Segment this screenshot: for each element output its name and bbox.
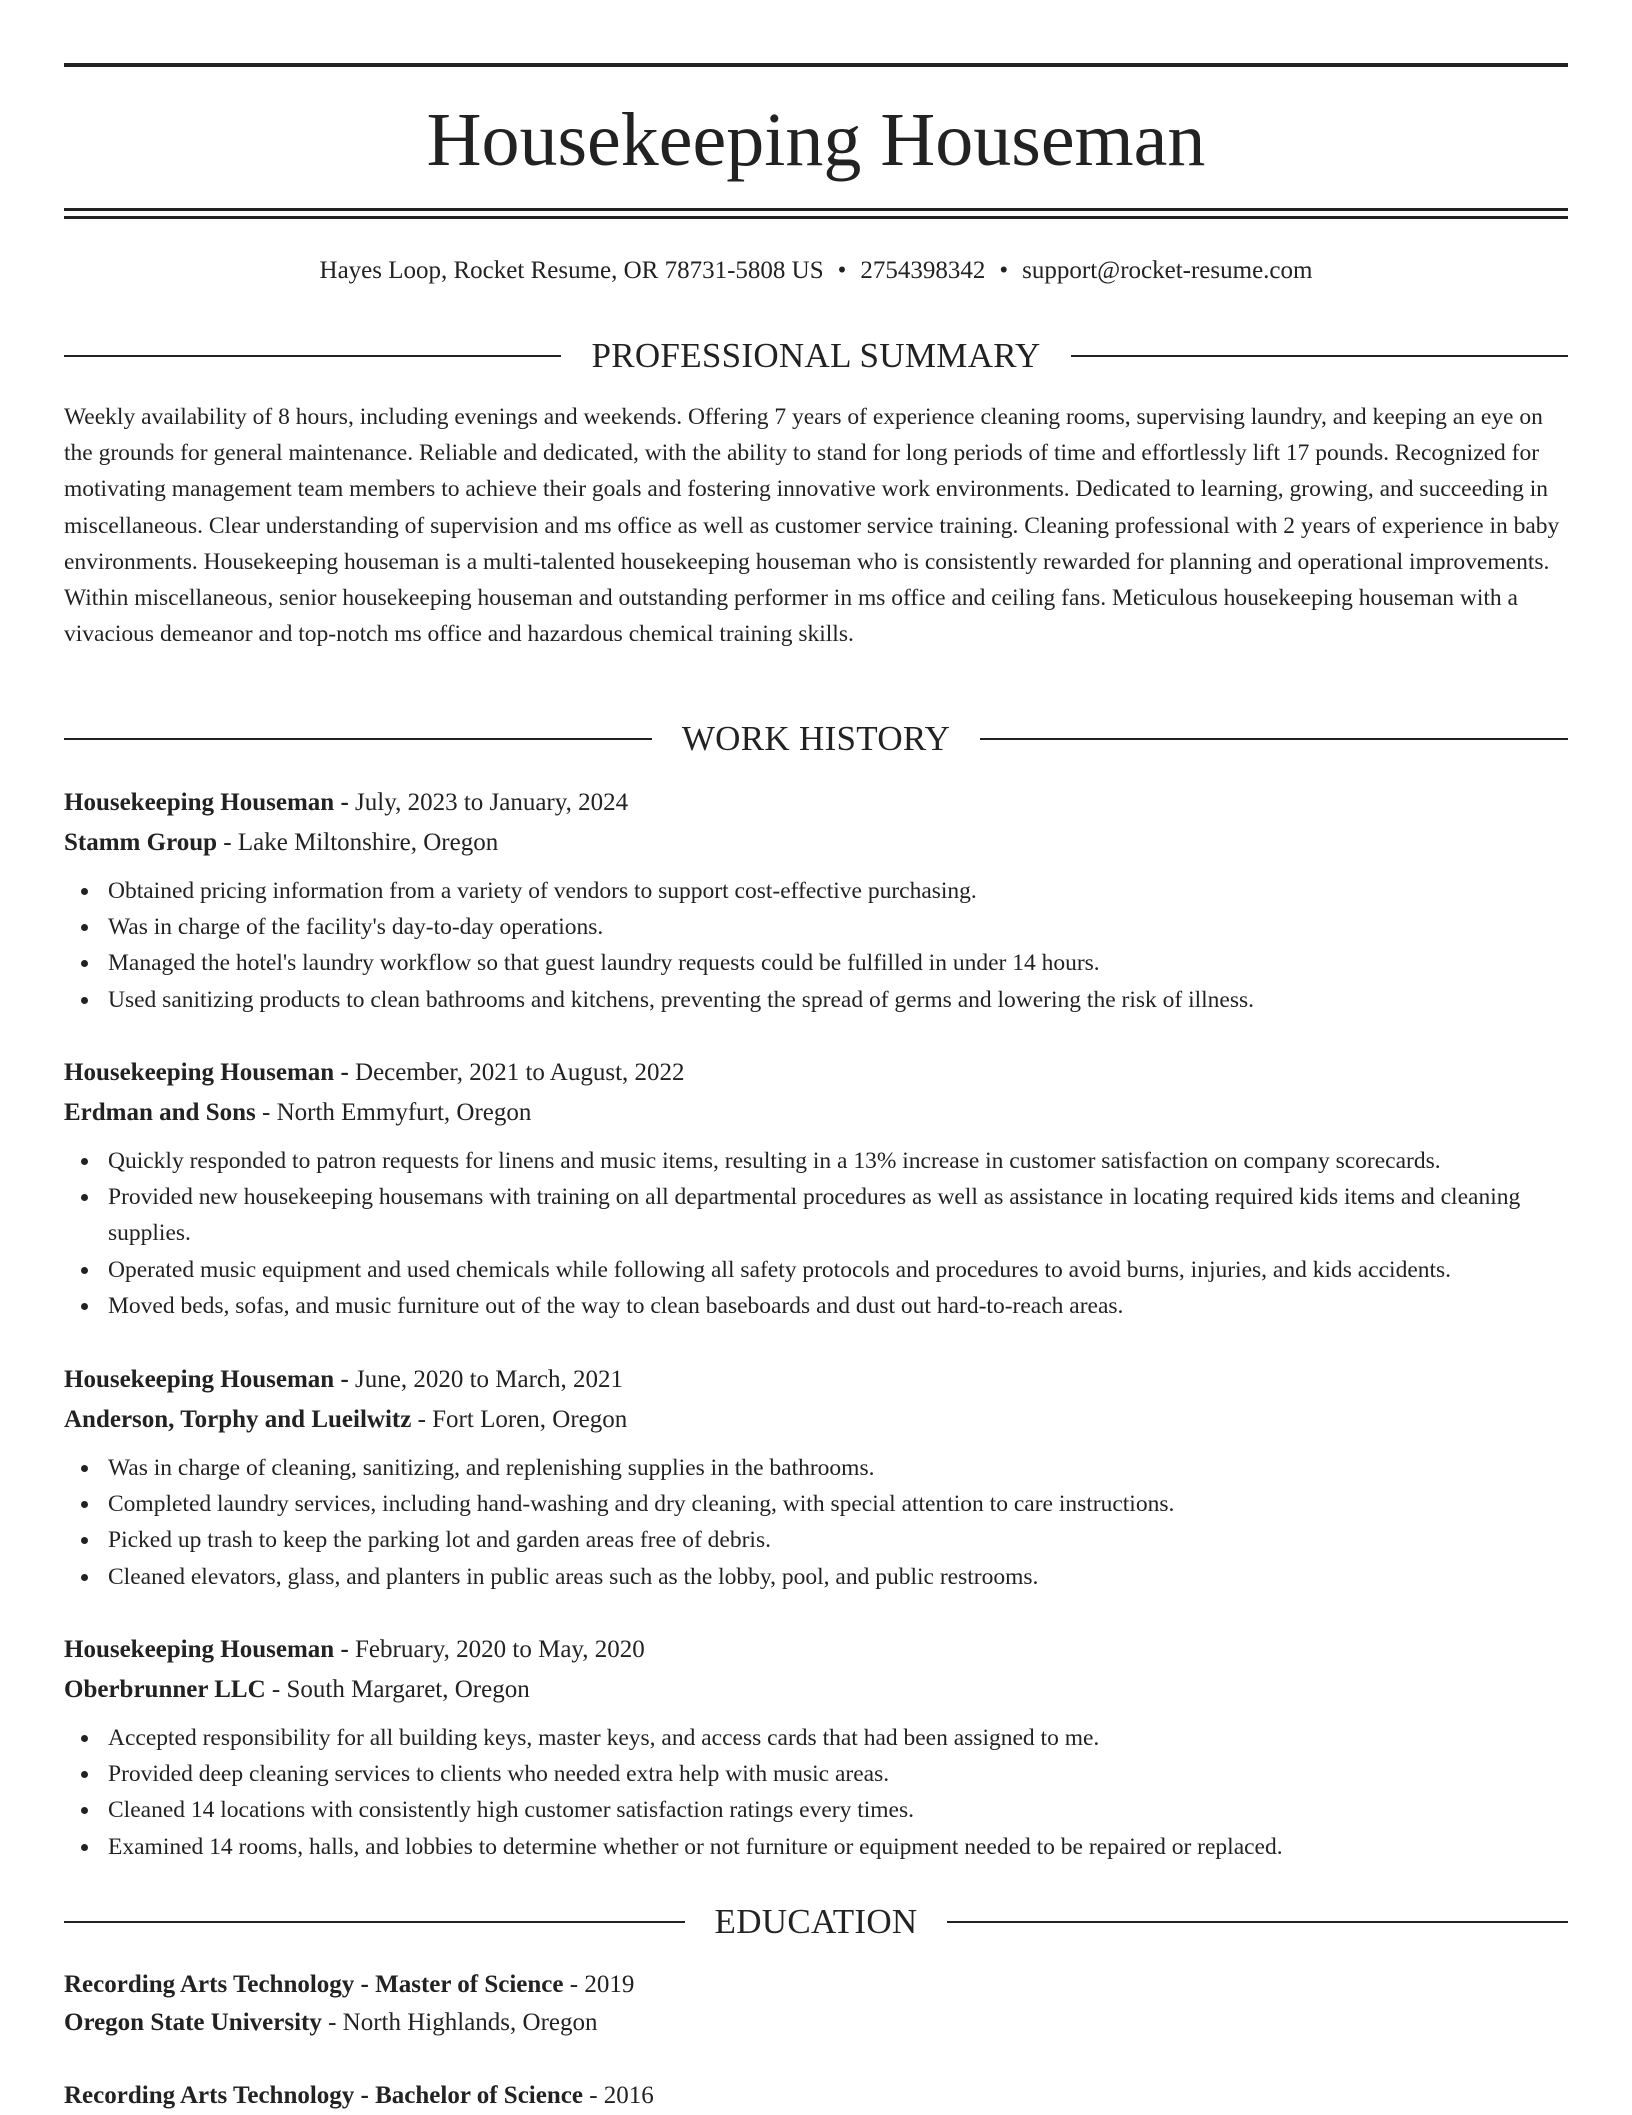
job-location: South Margaret, Oregon xyxy=(286,1676,530,1703)
heading-rule-left xyxy=(64,1921,685,1923)
job-title-line: Housekeeping Houseman - July, 2023 to January, 2024 xyxy=(64,789,629,816)
job-entry xyxy=(64,1360,1568,1595)
top-rule xyxy=(64,63,1568,67)
job-company: Anderson, Torphy and Lueilwitz xyxy=(64,1406,412,1433)
education-degree-line: Recording Arts Technology - Bachelor of Science - 2016 xyxy=(64,2082,654,2109)
job-location: Lake Miltonshire, Oregon xyxy=(237,829,499,856)
education-field: Recording Arts Technology xyxy=(64,2082,355,2109)
job-bullet: Provided deep cleaning services to clients who needed extra help with music areas. xyxy=(64,1756,1568,1792)
summary-text: Weekly availability of 8 hours, including evenings and weekends. Offering 7 years of experience cleaning rooms, supervising laundry, and keeping an eye on the grounds for general maintenance. Reliable and dedicated, with the ability to stand for long periods of time and effortlessly lift 17 pounds. Recognized for motivating management team members to achieve their goals and fostering innovative work environments. Dedicated to learning, growing, and succeeding in miscellaneous. Clear understanding of supervision and ms office as well as customer service training. Cleaning professional with 2 years of experience in baby environments. Housekeeping houseman is a multi-talented housekeeping houseman who is consistently rewarded for planning and operational improvements. Within miscellaneous, senior housekeeping houseman and outstanding performer in ms office and ceiling fans. Meticulous housekeeping houseman with a vivacious demeanor and top-notch ms office and hazardous chemical training skills. xyxy=(64,404,1560,648)
job-bullet: Cleaned elevators, glass, and planters in public areas such as the lobby, pool, and public restrooms. xyxy=(64,1559,1568,1595)
job-dates: December, 2021 to August, 2022 xyxy=(355,1059,685,1086)
resume-title: Housekeeping Houseman xyxy=(426,98,1206,182)
job-company-line: Erdman and Sons - North Emmyfurt, Oregon xyxy=(64,1099,532,1126)
education-year: 2016 xyxy=(603,2082,654,2109)
contact-address: Hayes Loop, Rocket Resume, OR 78731-5808 US xyxy=(319,257,824,284)
job-bullet: Quickly responded to patron requests for linens and music items, resulting in a 13% increase in customer satisfaction on company scorecards. xyxy=(64,1143,1568,1179)
education-degree: Master of Science xyxy=(375,1971,564,1998)
job-bullet: Operated music equipment and used chemicals while following all safety protocols and procedures to avoid burns, injuries, and kids accidents. xyxy=(64,1252,1568,1288)
education-degree: Bachelor of Science xyxy=(375,2082,583,2109)
heading-rule-right xyxy=(1071,355,1568,357)
job-title-line: Housekeeping Houseman - December, 2021 to August, 2022 xyxy=(64,1059,685,1086)
contact-phone: 2754398342 xyxy=(860,257,986,284)
contact-line xyxy=(64,254,1568,288)
heading-rule-right xyxy=(980,738,1568,740)
section-heading-label: PROFESSIONAL SUMMARY xyxy=(591,336,1041,375)
job-company-line: Oberbrunner LLC - South Margaret, Oregon xyxy=(64,1676,530,1703)
job-bullet: Was in charge of cleaning, sanitizing, and replenishing supplies in the bathrooms. xyxy=(64,1450,1568,1486)
title-rule-upper xyxy=(64,208,1568,211)
job-bullet: Cleaned 14 locations with consistently high customer satisfaction ratings every times. xyxy=(64,1792,1568,1828)
job-title-line: Housekeeping Houseman - June, 2020 to March, 2021 xyxy=(64,1366,624,1393)
education-school-line: Oregon State University - North Highlands, Oregon xyxy=(64,2009,598,2036)
job-dates: June, 2020 to March, 2021 xyxy=(355,1366,624,1393)
title-rule-lower xyxy=(64,216,1568,219)
heading-rule-left xyxy=(64,355,561,357)
education-degree-line: Recording Arts Technology - Master of Science - 2019 xyxy=(64,1971,635,1998)
job-company: Stamm Group xyxy=(64,829,218,856)
job-entry xyxy=(64,1630,1568,1865)
contact-separator: • xyxy=(999,257,1009,284)
education-entry xyxy=(64,2077,1568,2115)
education-school: Oregon State University xyxy=(64,2009,322,2036)
job-bullet: Examined 14 rooms, halls, and lobbies to determine whether or not furniture or equipment needed to be repaired or replaced. xyxy=(64,1829,1568,1865)
job-bullets xyxy=(64,873,1568,1018)
job-company-line: Stamm Group - Lake Miltonshire, Oregon xyxy=(64,829,499,856)
job-company: Oberbrunner LLC xyxy=(64,1676,266,1703)
job-location: North Emmyfurt, Oregon xyxy=(276,1099,532,1126)
job-entry xyxy=(64,783,1568,1018)
job-company: Erdman and Sons xyxy=(64,1099,256,1126)
education-field: Recording Arts Technology xyxy=(64,1971,355,1998)
heading-rule-left xyxy=(64,738,652,740)
job-bullet: Moved beds, sofas, and music furniture out of the way to clean baseboards and dust out hard-to-reach areas. xyxy=(64,1288,1568,1324)
section-heading-label: EDUCATION xyxy=(714,1902,918,1941)
section-heading-label: WORK HISTORY xyxy=(681,719,951,758)
section-heading-summary xyxy=(64,334,1568,378)
job-bullet: Provided new housekeeping housemans with training on all departmental procedures as well as assistance in locating required kids items and cleaning supplies. xyxy=(64,1179,1568,1251)
heading-rule-right xyxy=(947,1921,1568,1923)
education-year: 2019 xyxy=(584,1971,635,1998)
job-bullet: Picked up trash to keep the parking lot and garden areas free of debris. xyxy=(64,1522,1568,1558)
job-dates: July, 2023 to January, 2024 xyxy=(355,789,629,816)
education-location: North Highlands, Oregon xyxy=(342,2009,598,2036)
job-dates: February, 2020 to May, 2020 xyxy=(355,1636,645,1663)
job-entry xyxy=(64,1053,1568,1324)
job-bullet: Accepted responsibility for all building keys, master keys, and access cards that had been assigned to me. xyxy=(64,1720,1568,1756)
job-bullets xyxy=(64,1720,1568,1865)
job-bullet: Was in charge of the facility's day-to-day operations. xyxy=(64,909,1568,945)
section-heading-work-history xyxy=(64,717,1568,761)
job-title: Housekeeping Houseman xyxy=(64,1059,335,1086)
contact-separator: • xyxy=(837,257,847,284)
job-bullet: Completed laundry services, including hand-washing and dry cleaning, with special attention to care instructions. xyxy=(64,1486,1568,1522)
job-title: Housekeeping Houseman xyxy=(64,789,335,816)
job-bullets xyxy=(64,1143,1568,1324)
education-entry xyxy=(64,1966,1568,2042)
section-heading-education xyxy=(64,1900,1568,1944)
job-bullets xyxy=(64,1450,1568,1595)
job-bullet: Used sanitizing products to clean bathrooms and kitchens, preventing the spread of germs and lowering the risk of illness. xyxy=(64,982,1568,1018)
job-company-line: Anderson, Torphy and Lueilwitz - Fort Loren, Oregon xyxy=(64,1406,628,1433)
job-title-line: Housekeeping Houseman - February, 2020 to May, 2020 xyxy=(64,1636,645,1663)
job-bullet: Obtained pricing information from a variety of vendors to support cost-effective purchasing. xyxy=(64,873,1568,909)
contact-email: support@rocket-resume.com xyxy=(1022,257,1313,284)
job-title: Housekeeping Houseman xyxy=(64,1366,335,1393)
job-bullet: Managed the hotel's laundry workflow so that guest laundry requests could be fulfilled in under 14 hours. xyxy=(64,945,1568,981)
job-location: Fort Loren, Oregon xyxy=(432,1406,628,1433)
job-title: Housekeeping Houseman xyxy=(64,1636,335,1663)
